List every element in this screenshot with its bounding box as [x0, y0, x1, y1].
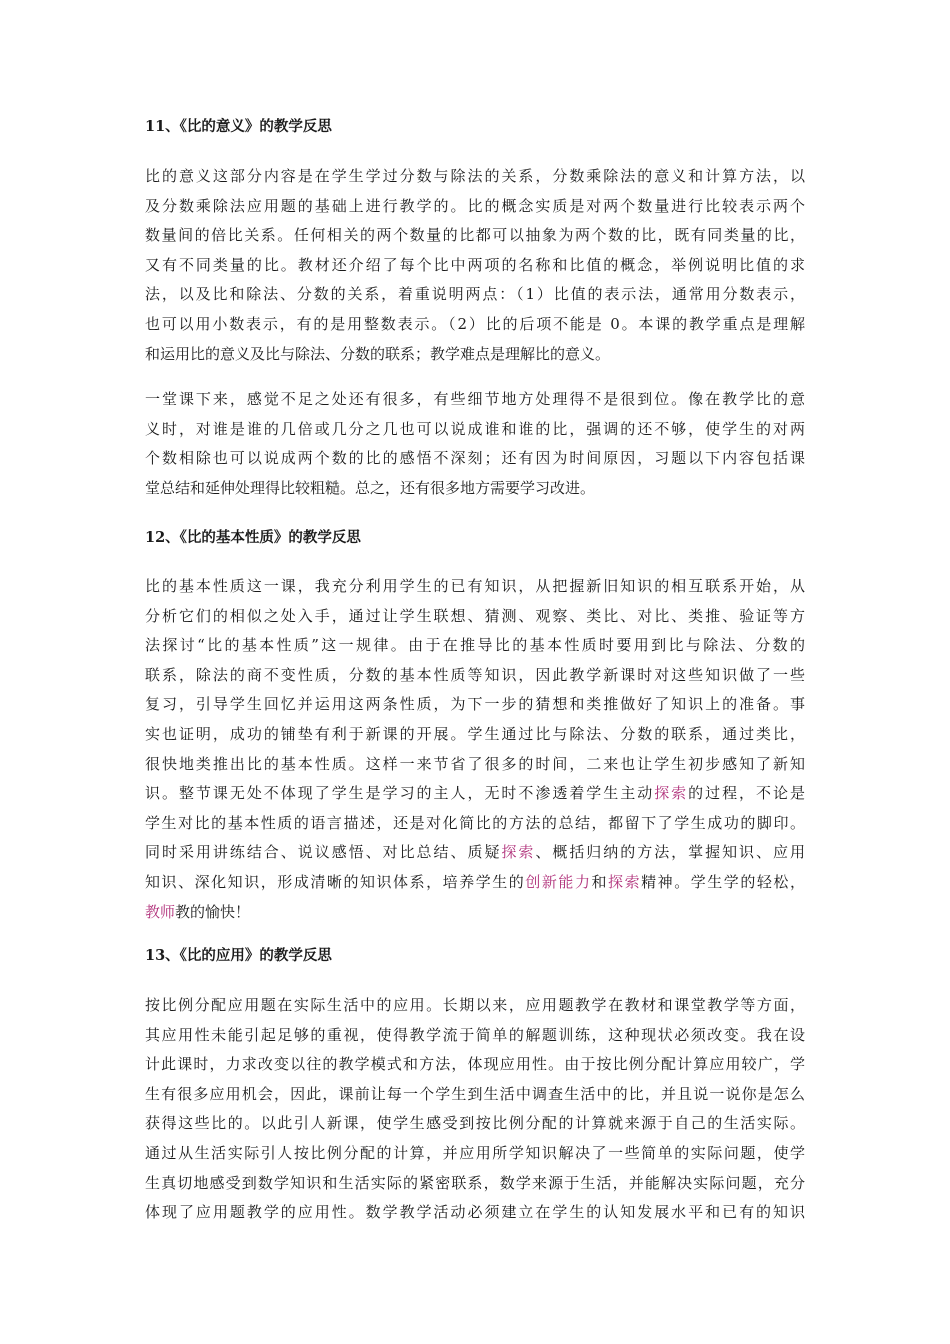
text-line: 通过从生活实际引人按比例分配的计算，并应用所学知识解决了一些简单的实际问题，使学	[145, 1143, 805, 1162]
text-line: 很快地类推出比的基本性质。这样一来节省了很多的时间，二来也让学生初步感知了新知	[145, 754, 805, 773]
text-line: 又有不同类量的比。教材还介绍了每个比中两项的名称和比值的概念，举例说明比值的求	[145, 255, 805, 274]
text-line: 一堂课下来，感觉不足之处还有很多，有些细节地方处理得不是很到位。像在教学比的意	[145, 390, 805, 408]
text-line: 教师教的愉快！	[145, 902, 251, 921]
text-line: 生真切地感受到数学知识和生活实际的紧密联系，数学来源于生活，并能解决实际问题，充分	[145, 1173, 805, 1192]
text-line: 比的意义这部分内容是在学生学过分数与除法的关系，分数乘除法的意义和计算方法，以	[145, 167, 805, 185]
text-line: 按比例分配应用题在实际生活中的应用。长期以来，应用题教学在教材和课堂教学等方面，	[145, 996, 805, 1014]
text-line: 法，以及比和除法、分数的关系，着重说明两点：（1）比值的表示法，通常用分数表示，	[145, 285, 805, 304]
paragraph	[145, 162, 805, 369]
text-line: 联系，除法的商不变性质，分数的基本性质等知识，因此教学新课时对这些知识做了一些	[145, 665, 805, 684]
text-line: 堂总结和延伸处理得比较粗糙。总之，还有很多地方需要学习改进。	[145, 478, 596, 497]
paragraph	[145, 572, 805, 927]
hyperlink[interactable]: 教师	[145, 902, 176, 921]
text-line: 也可以用小数表示，有的是用整数表示。（2）比的后项不能是 0。本课的教学重点是理解	[145, 314, 805, 333]
text-line: 法探讨“比的基本性质”这一规律。由于在推导比的基本性质时要用到比与除法、分数的	[145, 636, 805, 655]
text-line: 义时，对谁是谁的几倍或几分之几也可以说成谁和谁的比，强调的还不够，使学生的对两	[145, 419, 805, 438]
hyperlink[interactable]: 探索	[654, 784, 689, 803]
hyperlink[interactable]: 探索	[501, 843, 536, 862]
text-line: 比的基本性质这一课，我充分利用学生的已有知识，从把握新旧知识的相互联系开始，从	[145, 577, 805, 595]
text-line: 识。整节课无处不体现了学生是学习的主人，无时不渗透着学生主动探索的过程，不论是	[145, 784, 805, 803]
text-line: 同时采用讲练结合、说议感悟、对比总结、质疑探索、概括归纳的方法，掌握知识、应用	[145, 843, 805, 862]
text-line: 知识、深化知识，形成清晰的知识体系，培养学生的创新能力和探索精神。学生学的轻松，	[145, 872, 805, 891]
text-line: 计此课时，力求改变以往的教学模式和方法，体现应用性。由于按比例分配计算应用较广，学	[145, 1055, 805, 1074]
text-line: 其应用性未能引起足够的重视，使得教学流于简单的解题训练，这种现状必须改变。我在设	[145, 1025, 805, 1044]
text-line: 获得这些比的。以此引人新课，使学生感受到按比例分配的计算就来源于自己的生活实际。	[145, 1114, 805, 1133]
text-line: 体现了应用题教学的应用性。数学教学活动必须建立在学生的认知发展水平和已有的知识	[145, 1203, 805, 1222]
paragraph	[145, 991, 805, 1228]
hyperlink[interactable]: 探索	[608, 872, 642, 891]
text-line: 生有很多应用机会，因此，课前让每一个学生到生活中调查生活中的比，并且说一说你是怎么	[145, 1084, 805, 1103]
paragraph	[145, 385, 805, 503]
text-line: 及分数乘除法应用题的基础上进行教学的。比的概念实质是对两个数量进行比较表示两个	[145, 196, 805, 215]
text-line: 实也证明，成功的铺垫有利于新课的开展。学生通过比与除法、分数的联系，通过类比，	[145, 724, 805, 743]
text-line: 复习，引导学生回忆并运用这两条性质，为下一步的猜想和类推做好了知识上的准备。事	[145, 695, 805, 714]
text-line: 个数相除也可以说成两个数的比的感悟不深刻；还有因为时间原因，习题以下内容包括课	[145, 449, 805, 468]
text-line: 和运用比的意义及比与除法、分数的联系；教学难点是理解比的意义。	[145, 344, 611, 363]
text-line: 分析它们的相似之处入手，通过让学生联想、猜测、观察、类比、对比、类推、验证等方	[145, 606, 805, 625]
hyperlink[interactable]: 创新能力	[525, 872, 592, 891]
section-heading: 11、《比的意义》的教学反思	[145, 118, 332, 135]
section-heading: 12、《比的基本性质》的教学反思	[145, 529, 361, 546]
text-line: 学生对比的基本性质的语言描述，还是对化简比的方法的总结，都留下了学生成功的脚印。	[145, 813, 805, 832]
text-line: 数量间的倍比关系。任何相关的两个数量的比都可以抽象为两个数的比，既有同类量的比，	[145, 226, 805, 245]
section-heading: 13、《比的应用》的教学反思	[145, 947, 332, 964]
